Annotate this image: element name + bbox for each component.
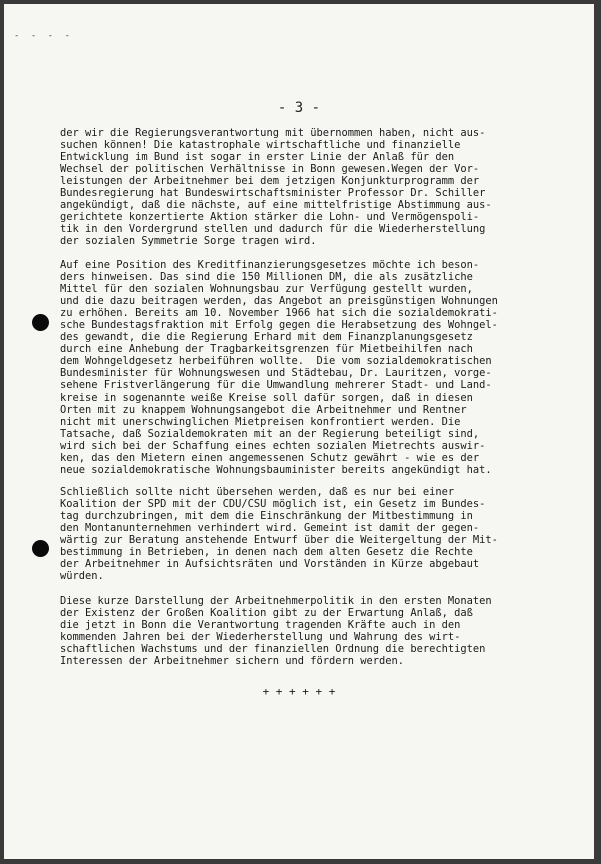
paragraph-2 bbox=[60, 259, 570, 476]
text-line: wärtig zur Beratung anstehende Entwurf über die Weitergeltung der Mit- bbox=[60, 534, 498, 547]
text-line: leistungen der Arbeitnehmer bei dem jetzigen Konjunkturprogramm der bbox=[60, 175, 480, 188]
paragraph-1 bbox=[60, 127, 570, 247]
text-line: der wir die Regierungsverantwortung mit übernommen haben, nicht aus- bbox=[60, 127, 486, 139]
text-line: Bundesregierung hat Bundeswirtschaftsminister Professor Dr. Schiller bbox=[60, 187, 486, 200]
text-line: zu erhöhen. Bereits am 10. November 1966 hat sich die sozialdemokrati- bbox=[60, 307, 498, 320]
paragraph-3 bbox=[60, 486, 570, 582]
text-line: wird sich bei der Schaffung eines echten sozialen Mietrechts auswir- bbox=[60, 439, 486, 452]
document-page bbox=[4, 4, 594, 859]
text-line: ders hinweisen. Das sind die 150 Millionen DM, die als zusätzliche bbox=[60, 271, 473, 284]
text-line: sche Bundestagsfraktion mit Erfolg gegen die Herabsetzung des Wohngel- bbox=[60, 319, 498, 332]
text-line: schaftlichen Wachstums und der finanziellen Ordnung die berechtigten bbox=[60, 643, 486, 656]
text-line: die jetzt in Bonn die Verantwortung tragenden Kräfte auch in den bbox=[60, 619, 461, 632]
text-line: des gewandt, die die Regierung Erhard mit dem Finanzplanungsgesetz bbox=[60, 331, 473, 344]
page-number: - 3 - bbox=[277, 100, 321, 116]
text-line: Mittel für den sozialen Wohnungsbau zur Verfügung gestellt wurden, bbox=[60, 283, 473, 296]
end-marks: + + + + + + bbox=[262, 685, 336, 698]
corner-marks: - - - - bbox=[14, 31, 73, 41]
text-line: Orten mit zu knappem Wohnungsangebot die Arbeitnehmer und Rentner bbox=[60, 403, 467, 416]
text-line: nicht mit unerschwinglichen Mietpreisen konfrontiert werden. Die bbox=[60, 415, 461, 428]
punch-hole-lower bbox=[32, 540, 49, 557]
paragraph-4 bbox=[60, 595, 570, 667]
text-line: Auf eine Position des Kreditfinanzierungsgesetzes möchte ich beson- bbox=[60, 259, 480, 271]
text-line: tik in den Vordergrund stellen und dadurch für die Wiederherstellung bbox=[60, 223, 486, 236]
text-line: Tatsache, daß Sozialdemokraten mit an der Regierung beteiligt sind, bbox=[60, 427, 480, 440]
text-line: der sozialen Symmetrie Sorge tragen wird. bbox=[60, 235, 317, 248]
text-line: dem Wohngeldgesetz herbeiführen wollte. Die vom sozialdemokratischen bbox=[60, 355, 492, 368]
text-line: durch eine Anhebung der Tragbarkeitsgrenzen für Mietbeihilfen nach bbox=[60, 343, 473, 356]
text-line: Interessen der Arbeitnehmer sichern und fördern werden. bbox=[60, 655, 405, 668]
text-line: Bundesminister für Wohnungswesen und Städtebau, Dr. Lauritzen, vorge- bbox=[60, 367, 492, 380]
text-line: bestimmung in Betrieben, in denen nach dem alten Gesetz die Rechte bbox=[60, 546, 473, 559]
text-line: sehene Fristverlängerung für die Umwandlung mehrerer Stadt- und Land- bbox=[60, 379, 492, 392]
text-line: tag durchzubringen, mit dem die Einschränkung der Mitbestimmung in bbox=[60, 510, 473, 523]
text-line: den Montanunternehmen verhindert wird. Gemeint ist damit der gegen- bbox=[60, 522, 480, 535]
text-line: neue sozialdemokratische Wohnungsbauminister bereits angekündigt hat. bbox=[60, 463, 492, 476]
text-line: ken, das den Mietern einen angemessenen Schutz gewährt - wie es der bbox=[60, 451, 480, 464]
text-line: gerichtete konzertierte Aktion stärker die Lohn- und Vermögenspoli- bbox=[60, 211, 480, 224]
text-line: kreise in sogenannte weiße Kreise soll dafür sorgen, daß in diesen bbox=[60, 391, 473, 404]
text-line: der Existenz der Großen Koalition gibt zu der Erwartung Anlaß, daß bbox=[60, 607, 473, 620]
text-line: Entwicklung im Bund ist sogar in erster Linie der Anlaß für den bbox=[60, 151, 455, 164]
text-line: Schließlich sollte nicht übersehen werden, daß es nur bei einer bbox=[60, 486, 455, 498]
text-line: und die dazu beitragen werden, das Angebot an preisgünstigen Wohnungen bbox=[60, 295, 498, 308]
text-line: angekündigt, daß die nächste, auf eine mittelfristige Abstimmung aus- bbox=[60, 199, 492, 212]
text-line: Diese kurze Darstellung der Arbeitnehmerpolitik in den ersten Monaten bbox=[60, 595, 492, 607]
text-line: würden. bbox=[60, 570, 104, 583]
text-line: Koalition der SPD mit der CDU/CSU möglich ist, ein Gesetz im Bundes- bbox=[60, 498, 486, 511]
punch-hole-upper bbox=[32, 314, 49, 331]
text-line: kommenden Jahren bei der Wiederherstellung und Wahrung des wirt- bbox=[60, 631, 461, 644]
text-line: Wechsel der politischen Verhältnisse in Bonn gewesen.Wegen der Vor- bbox=[60, 163, 480, 176]
text-line: suchen können! Die katastrophale wirtschaftliche und finanzielle bbox=[60, 139, 461, 152]
text-line: der Arbeitnehmer in Aufsichtsräten und Vorständen in Kürze abgebaut bbox=[60, 558, 480, 571]
